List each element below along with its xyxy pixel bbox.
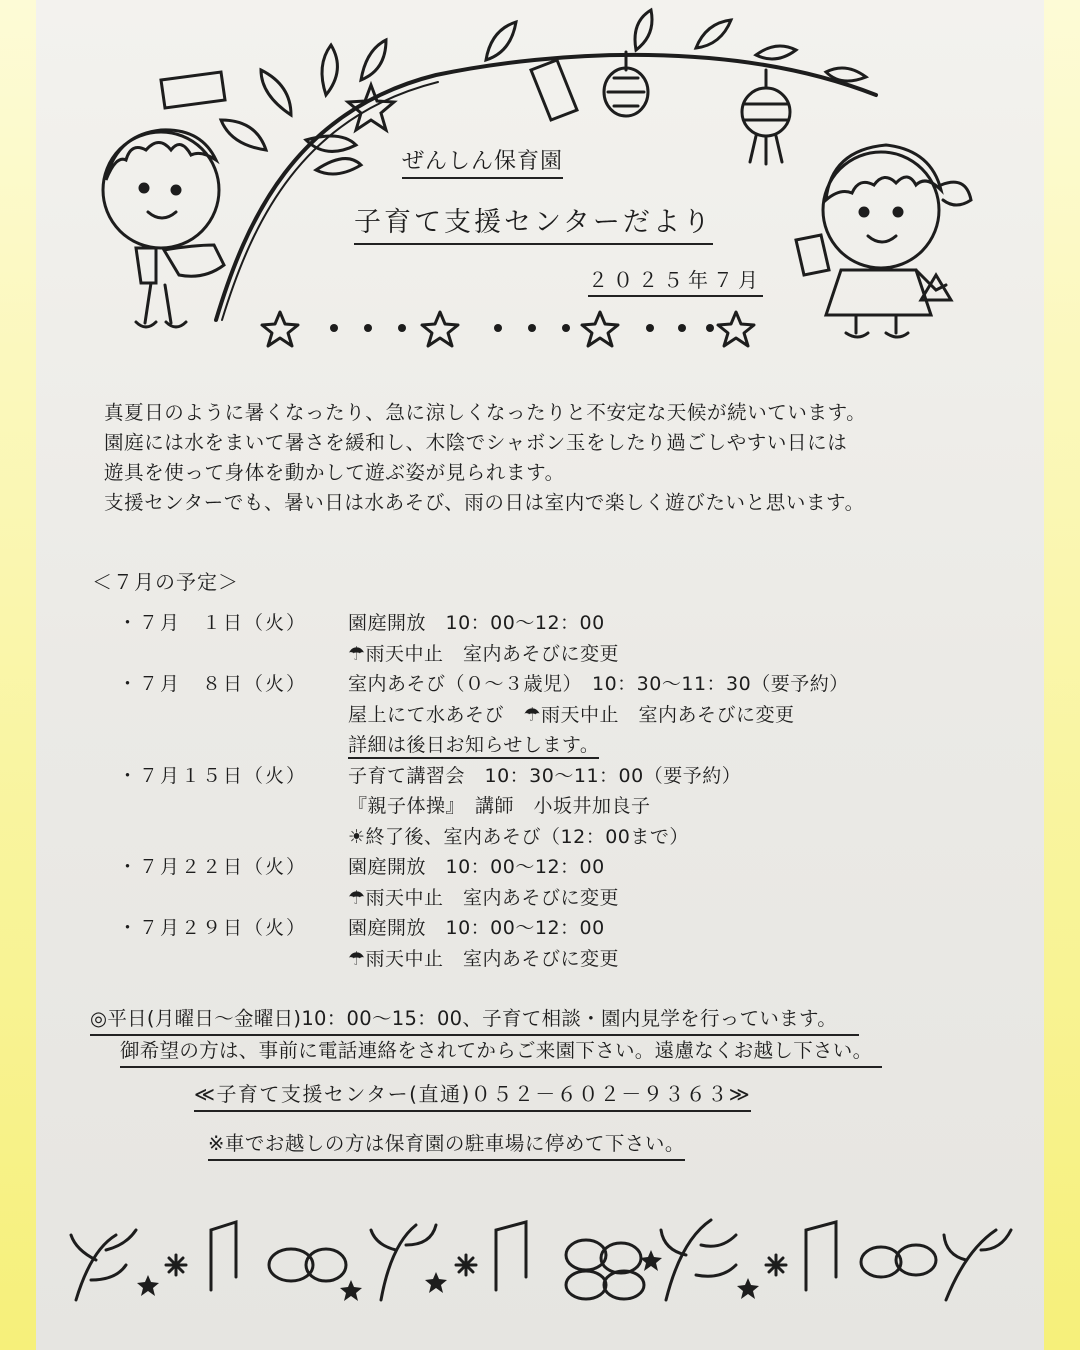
intro-line: 支援センターでも、暑い日は水あそび、雨の日は室内で楽しく遊びたいと思います。 (104, 491, 865, 514)
schedule-detail: ☀終了後、室内あそび（12：00まで） (348, 825, 689, 848)
star-icon (422, 312, 458, 346)
music-note-icon (211, 1222, 836, 1290)
schedule-detail: 詳細は後日お知らせします。 (348, 734, 599, 759)
dot-row (330, 324, 714, 332)
schedule-item (118, 913, 849, 974)
schedule-detail: 園庭開放 10：00～12：00 (348, 856, 605, 878)
schedule-detail: ☂雨天中止 室内あそびに変更 (348, 886, 620, 909)
schedule-detail: 『親子体操』 講師 小坂井加良子 (348, 795, 651, 817)
notice-line: 御希望の方は、事前に電話連絡をされてからご来園下さい。遠慮なくお越し下さい。 (120, 1036, 882, 1068)
intro-line: 遊具を使って身体を動かして遊ぶ姿が見られます。 (104, 461, 565, 484)
schedule-date: ・７月１５日（火） (118, 764, 308, 787)
schedule-detail: 園庭開放 10：00～12：00 (348, 917, 605, 939)
lantern-icon (604, 52, 648, 116)
schedule-detail: 屋上にて水あそび ☂雨天中止 室内あそびに変更 (348, 703, 795, 726)
issue-date: ２０２５年７月 (588, 264, 763, 297)
schedule-heading: ＜７月の予定＞ (92, 570, 239, 594)
schedule-date: ・７月２９日（火） (118, 917, 308, 939)
schedule-detail: 室内あそび（０～３歳児） 10：30～11：30（要予約） (348, 673, 849, 695)
newsletter-paper (36, 0, 1044, 1350)
tanzaku-strip (531, 60, 577, 120)
schedule-item (118, 852, 849, 913)
intro-line: 園庭には水をまいて暑さを緩和し、木陰でシャボン玉をしたり過ごしやすい日には (104, 431, 848, 454)
star-icon (262, 312, 298, 346)
small-star-icon (137, 1250, 759, 1301)
schedule-detail: ☂雨天中止 室内あそびに変更 (348, 642, 620, 665)
star-icon (718, 312, 754, 346)
star-icon (582, 312, 618, 346)
plant-doodle-icon (71, 1220, 1011, 1300)
schedule-detail: 子育て講習会 10：30～11：00（要予約） (348, 764, 742, 787)
frame-left (0, 0, 36, 1350)
girl-illustration (796, 145, 971, 337)
sparkle-icon (166, 1255, 786, 1275)
parking-note: ※車でお越しの方は保育園の駐車場に停めて下さい。 (208, 1128, 685, 1161)
schedule-date: ・７月 ８日（火） (118, 673, 308, 695)
boy-illustration (103, 130, 224, 327)
newsletter-title: 子育て支援センターだより (354, 200, 713, 245)
schedule-date: ・７月 １日（火） (118, 612, 308, 634)
intro-paragraph (104, 398, 866, 518)
notice-line: ◎平日(月曜日～金曜日)10：00～15：00、子育て相談・園内見学を行っています。 (90, 1004, 859, 1036)
schedule-list (118, 608, 849, 974)
frame-right (1044, 0, 1080, 1350)
intro-line: 真夏日のように暑くなったり、急に涼しくなったりと不安定な天候が続いています。 (104, 401, 867, 424)
contact-phone: ≪子育て支援センター(直通)０５２－６０２－９３６３≫ (194, 1078, 751, 1112)
schedule-item (118, 608, 849, 669)
weekday-notice (90, 1004, 882, 1068)
schedule-item (118, 761, 849, 853)
schedule-detail: ☂雨天中止 室内あそびに変更 (348, 947, 620, 970)
tanzaku-strip (161, 72, 225, 108)
schedule-detail: 園庭開放 10：00～12：00 (348, 612, 605, 634)
schedule-date: ・７月２２日（火） (118, 856, 308, 878)
nursery-name: ぜんしん保育園 (402, 144, 563, 179)
header-illustration (36, 0, 1044, 360)
schedule-item (118, 669, 849, 761)
flower-chain-icon (269, 1240, 936, 1299)
kusudama-icon (742, 70, 790, 164)
bamboo-branch (216, 55, 876, 320)
